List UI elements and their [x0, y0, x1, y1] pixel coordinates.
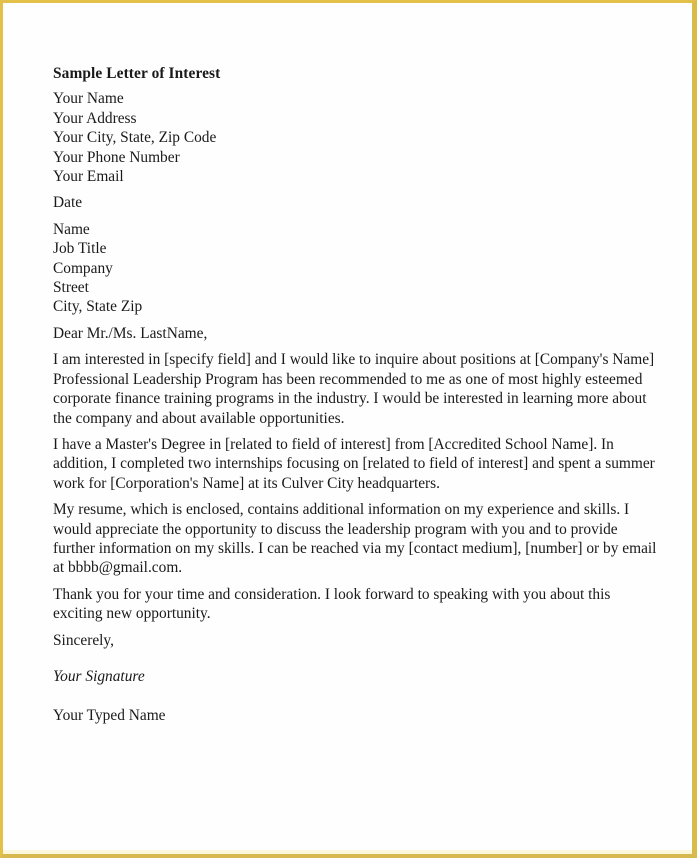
paragraph-interest: I am interested in [specify field] and I would like to inquire about positions at [Company's Name] Professional Leadership Program has been recommended to me as one of most highly esteemed corporate finance training programs in the industry. I would be interested in learning more about the company and about available opportunities.	[53, 351, 655, 427]
date-line: Date	[53, 194, 83, 212]
sender-address-block	[53, 89, 663, 186]
recipient-street: Street	[53, 279, 89, 297]
sender-city-state-zip: Your City, State, Zip Code	[53, 129, 217, 147]
recipient-name: Name	[53, 220, 90, 238]
recipient-company: Company	[53, 259, 113, 277]
salutation: Dear Mr./Ms. LastName,	[53, 324, 208, 342]
recipient-address-block	[53, 220, 663, 317]
frame-bottom-edge	[3, 850, 692, 854]
paragraph-thanks: Thank you for your time and consideration. I look forward to speaking with you about this exciting new opportunity.	[53, 585, 611, 623]
recipient-city-state-zip: City, State Zip	[53, 298, 143, 316]
letter-body	[53, 64, 663, 726]
sender-phone: Your Phone Number	[53, 148, 180, 166]
letter-title: Sample Letter of Interest	[53, 65, 221, 82]
sender-email: Your Email	[53, 168, 124, 186]
sender-address: Your Address	[53, 109, 137, 127]
sender-name: Your Name	[53, 90, 124, 108]
recipient-job-title: Job Title	[53, 240, 107, 258]
paragraph-education: I have a Master's Degree in [related to field of interest] from [Accredited School Name]. In addition, I completed two internships focusing on [related to field of interest] and spent a summer work for [Corporation's Name] at its Culver City headquarters.	[53, 435, 655, 492]
typed-name: Your Typed Name	[53, 707, 166, 725]
signature: Your Signature	[53, 667, 145, 685]
paragraph-resume: My resume, which is enclosed, contains additional information on my experience and skills. I would appreciate the opportunity to discuss the leadership program with you and to provide further information on my skills. I can be reached via my [contact medium], [number] or by email at bbbb@gmail.com.	[53, 501, 657, 577]
closing: Sincerely,	[53, 631, 114, 649]
